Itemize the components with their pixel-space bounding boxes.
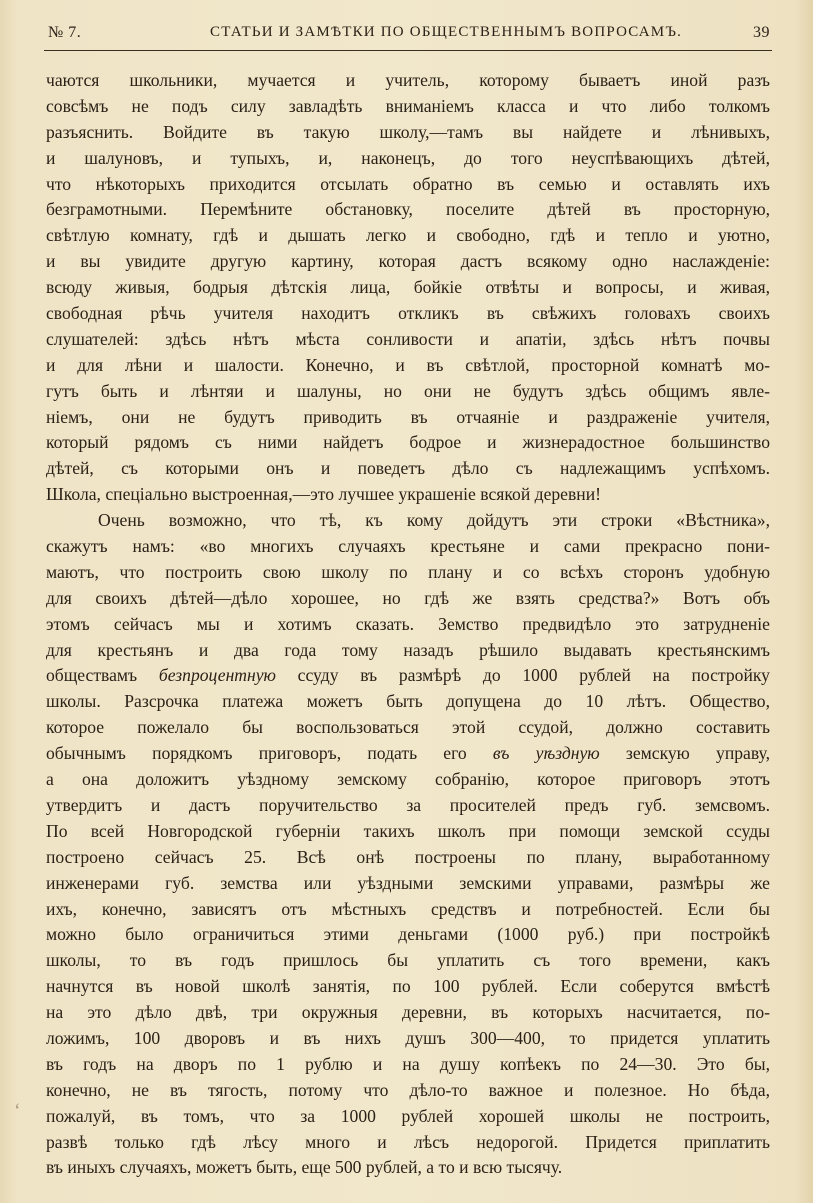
text-line: на это дѣло двѣ, три окружныя деревни, въ которыхъ насчитается, по- — [46, 1002, 770, 1023]
text-line: пожалуй, въ томъ, что за 1000 рублей хорошей школы не построить, — [46, 1105, 770, 1126]
paragraph-start-line: Очень возможно, что тѣ, къ кому дойдутъ эти строки «Вѣстника», — [98, 510, 770, 531]
running-header — [48, 24, 770, 48]
text-line-italic: обществамъ безпроцентную ссуду въ размѣрѣ до 1000 рублей на постройку — [46, 665, 770, 686]
section-title: СТАТЬИ И ЗАМѢТКИ ПО ОБЩЕСТВЕННЫМЪ ВОПРОСАМЪ. — [210, 24, 683, 40]
issue-number: № 7. — [48, 24, 82, 41]
text-line: и шалуновъ, и тупыхъ, и, наконецъ, до того неуспѣвающихъ дѣтей, — [46, 147, 770, 168]
text-line: утвердитъ и дастъ поручительство за просителей предъ губ. земсвомъ. — [46, 794, 770, 815]
text-line: въ годъ на дворъ по 1 рублю и на душу копѣекъ по 24—30. Это бы, — [46, 1053, 770, 1074]
text-line: маютъ, что построить свою школу по плану и со всѣхъ сторонъ удобную — [46, 561, 770, 582]
text-line: инженерами губ. земства или уѣздными земскими управами, размѣры же — [46, 872, 770, 893]
margin-smudge: ʻ — [14, 1100, 21, 1122]
text-line: слушателей: здѣсь нѣтъ мѣста сонливости и апатіи, здѣсь нѣтъ почвы — [46, 328, 770, 349]
text-line: развѣ только гдѣ лѣсу много и лѣсъ недорогой. Придется приплатить — [46, 1131, 770, 1152]
italic-phrase: въ уѣздную — [492, 743, 600, 764]
header-rule — [44, 50, 772, 51]
text-line: совсѣмъ не подъ силу завладѣть вниманіемъ класса и что либо толкомъ — [46, 95, 770, 116]
text-line: разъяснить. Войдите въ такую школу,—тамъ вы найдете и лѣнивыхъ, — [46, 121, 770, 142]
text-line: школы, то въ годъ пришлось бы уплатить съ того времени, какъ — [46, 950, 770, 971]
text-line: свѣтлую комнату, гдѣ и дышать легко и свободно, гдѣ и тепло и уютно, — [46, 225, 770, 246]
text-line: конечно, не въ тягость, потому что дѣло-то важное и полезное. Но бѣда, — [46, 1079, 770, 1100]
text-line: который рядомъ съ ними найдетъ бодрое и жизнерадостное большинство — [46, 432, 770, 453]
text-line: безграмотными. Перемѣните обстановку, поселите дѣтей въ просторную, — [46, 199, 770, 220]
text-line: и вы увидите другую картину, которая дастъ всякому одно наслажденіе: — [46, 251, 770, 272]
text-line: ложимъ, 100 дворовъ и въ нихъ душъ 300—400, то придется уплатить — [46, 1027, 770, 1048]
article-body — [46, 68, 770, 1181]
text-line: скажутъ намъ: «во многихъ случаяхъ крестьяне и сами прекрасно пони- — [46, 536, 770, 557]
text-line: дѣтей, съ которыми онъ и поведетъ дѣло съ надлежащимъ успѣхомъ. — [46, 458, 770, 479]
text-line: что нѣкоторыхъ приходится отсылать обратно въ семью и оставлять ихъ — [46, 173, 770, 194]
paragraph-end-line: въ иныхъ случаяхъ, можетъ быть, еще 500 рублей, а то и всю тысячу. — [46, 1157, 563, 1178]
text-line: для крестьянъ и два года тому назадъ рѣшило выдавать крестьянскимъ — [46, 639, 770, 660]
text-line: которое пожелало бы воспользоваться этой ссудой, должно составить — [46, 717, 770, 738]
italic-phrase: безпроцентную — [158, 665, 276, 686]
text-line: начнутся въ новой школѣ занятія, по 100 рублей. Если соберутся вмѣстѣ — [46, 976, 770, 997]
text-line: ихъ, конечно, зависятъ отъ мѣстныхъ средствъ и потребностей. Если бы — [46, 898, 770, 919]
text-line: ніемъ, они не будутъ приводить въ отчаяніе и раздраженіе учителя, — [46, 406, 770, 427]
page-number: 39 — [753, 24, 770, 41]
text-line: всюду живыя, бодрыя дѣтскія лица, бойкіе отвѣты и вопросы, и живая, — [46, 277, 770, 298]
text-line: чаются школьники, мучается и учитель, которому бываетъ иной разъ — [46, 70, 770, 90]
text-line-italic: обычнымъ порядкомъ приговоръ, подать его въ уѣздную земскую управу, — [46, 743, 770, 764]
text-line: По всей Новгородской губерніи такихъ школъ при помощи земской ссуды — [46, 820, 770, 841]
text-line: школы. Разсрочка платежа можетъ быть допущена до 10 лѣтъ. Общество, — [46, 691, 770, 712]
paragraph-end-line: Школа, спеціально выстроенная,—это лучшее украшеніе всякой деревни! — [46, 484, 601, 505]
text-line: свободная рѣчь учителя находитъ откликъ въ свѣжихъ головахъ своихъ — [46, 303, 770, 324]
text-line: построено сейчасъ 25. Всѣ онѣ построены по плану, выработанному — [46, 846, 770, 867]
text-line: гутъ быть и лѣнтяи и шалуны, но они не будутъ здѣсь общимъ явле- — [46, 380, 770, 401]
text-line: этомъ сейчасъ мы и хотимъ сказать. Земство предвидѣло это затрудненіе — [46, 613, 770, 634]
text-line: для своихъ дѣтей—дѣло хорошее, но гдѣ же взять средства?» Вотъ объ — [46, 587, 770, 608]
text-line: а она доложитъ уѣздному земскому собранію, которое приговоръ этотъ — [46, 769, 770, 790]
text-line: можно было ограничиться этими деньгами (1000 руб.) при постройкѣ — [46, 924, 770, 945]
text-line: и для лѣни и шалости. Конечно, и въ свѣтлой, просторной комнатѣ мо- — [46, 354, 770, 375]
